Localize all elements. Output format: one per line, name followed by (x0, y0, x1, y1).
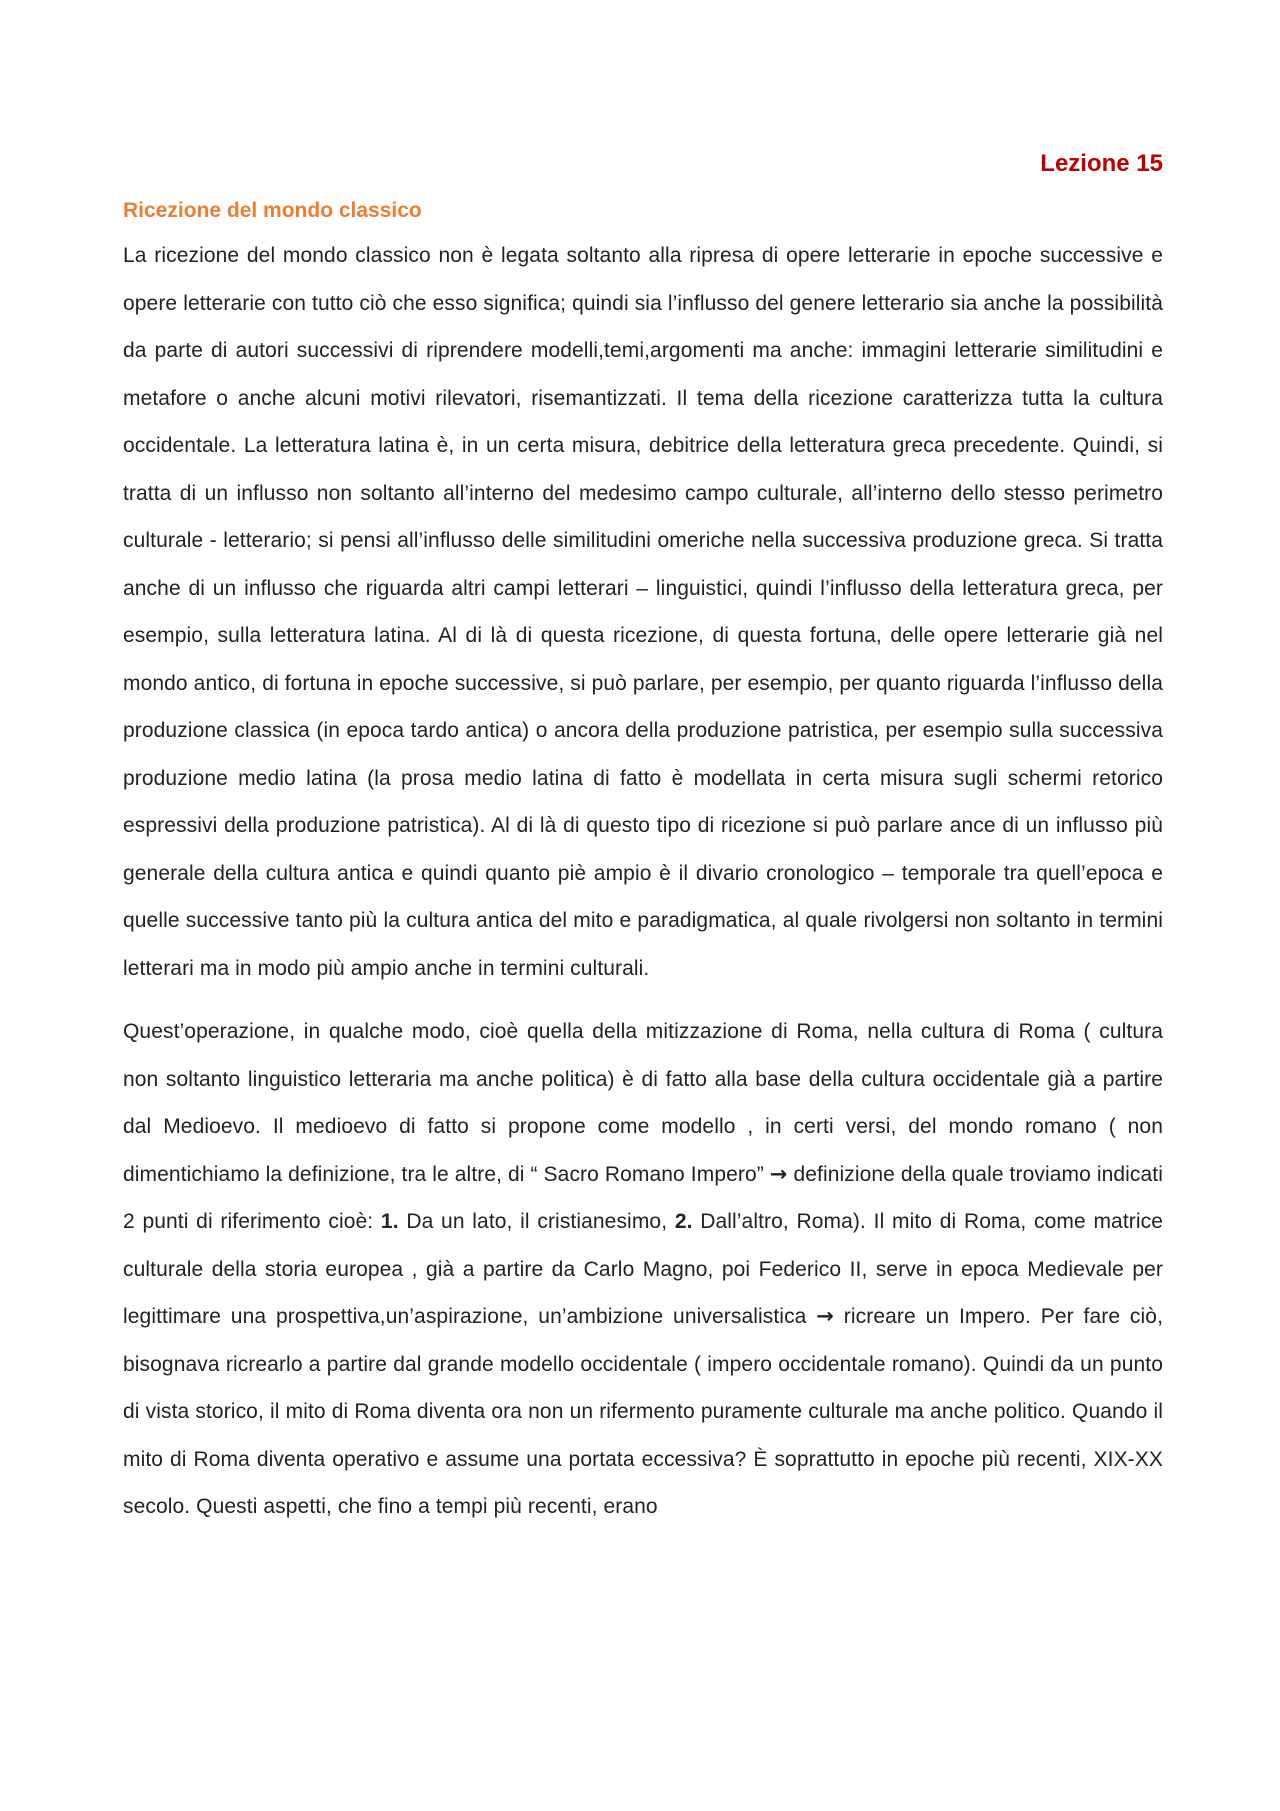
paragraph-1: La ricezione del mondo classico non è legata soltanto alla ripresa di opere letterarie in epoche successive e opere letterarie con tutto ciò che esso significa; quindi sia l’influsso del genere letterario sia anche la possibilità da parte di autori successivi di riprendere modelli,temi,argomenti ma anche: immagini letterarie similitudini e metafore o anche alcuni motivi rilevatori, risemantizzati. Il tema della ricezione caratterizza tutta la cultura occidentale. La letteratura latina è, in un certa misura, debitrice della letteratura greca precedente. Quindi, si tratta di un influsso non soltanto all’interno del medesimo campo culturale, all’interno dello stesso perimetro culturale - letterario; si pensi all’influsso delle similitudini omeriche nella successiva produzione greca. Si tratta anche di un influsso che riguarda altri campi letterari – linguistici, quindi l’influsso della letteratura greca, per esempio, sulla letteratura latina. Al di là di questa ricezione, di questa fortuna, delle opere letterarie già nel mondo antico, di fortuna in epoche successive, si può parlare, per esempio, per quanto riguarda l’influsso della produzione classica (in epoca tardo antica) o ancora della produzione patristica, per esempio sulla successiva produzione medio latina (la prosa medio latina di fatto è modellata in certa misura sugli schermi retorico espressivi della produzione patristica). Al di là di questo tipo di ricezione si può parlare ance di un influsso più generale della cultura antica e quindi quanto piè ampio è il divario cronologico – temporale tra quell’epoca e quelle successive tanto più la cultura antica del mito e paradigmatica, al quale rivolgersi non soltanto in termini letterari ma in modo più ampio anche in termini culturali. (123, 244, 1163, 980)
paragraph-2-text-e: ricreare un Impero. Per fare ciò, bisognava ricrearlo a partire dal grande modello occidentale ( impero occidentale romano). Quindi da un punto di vista storico, il mito di Roma diventa ora non un rifermento puramente culturale ma anche politico. Quando il mito di Roma diventa operativo e assume una portata eccessiva? È soprattutto in epoche più recenti, XIX-XX secolo. Questi aspetti, che fino a tempi più recenti, erano (123, 1305, 1164, 1519)
paragraph-2-text-d: Dall’altro, Roma). Il mito di Roma, come matrice culturale della storia europea , già a partire da Carlo Magno, poi Federico II, serve in epoca Medievale per legittimare una prospettiva,un’aspirazione, un’ambizione universalistica (123, 1210, 1163, 1329)
right-arrow-icon: → (816, 1304, 834, 1329)
list-number-2: 2. (674, 1210, 693, 1234)
list-number-1: 1. (380, 1210, 399, 1234)
paragraph-2-text-c: Da un lato, il cristianesimo, (398, 1210, 675, 1234)
document-page (123, 150, 1163, 1531)
paragraph-2-text-a: Quest’operazione, in qualche modo, cioè quella della mitizzazione di Roma, nella cultura di Roma ( cultura non soltanto linguistico letteraria ma anche politica) è di fatto alla base della cultura occidentale già a partire dal Medioevo. Il medioevo di fatto si propone come modello , in certi versi, del mondo romano ( non dimentichiamo la definizione, tra le altre, di “ Sacro Romano Impero” (123, 1020, 1163, 1186)
section-title: Ricezione del mondo classico (123, 198, 422, 222)
paragraph-2-text-b: definizione della quale troviamo indicati 2 punti di riferimento cioè: (123, 1162, 1163, 1234)
paragraph-2 (123, 1008, 1163, 1531)
right-arrow-icon: → (769, 1161, 788, 1186)
lesson-title: Lezione 15 (1040, 150, 1163, 177)
